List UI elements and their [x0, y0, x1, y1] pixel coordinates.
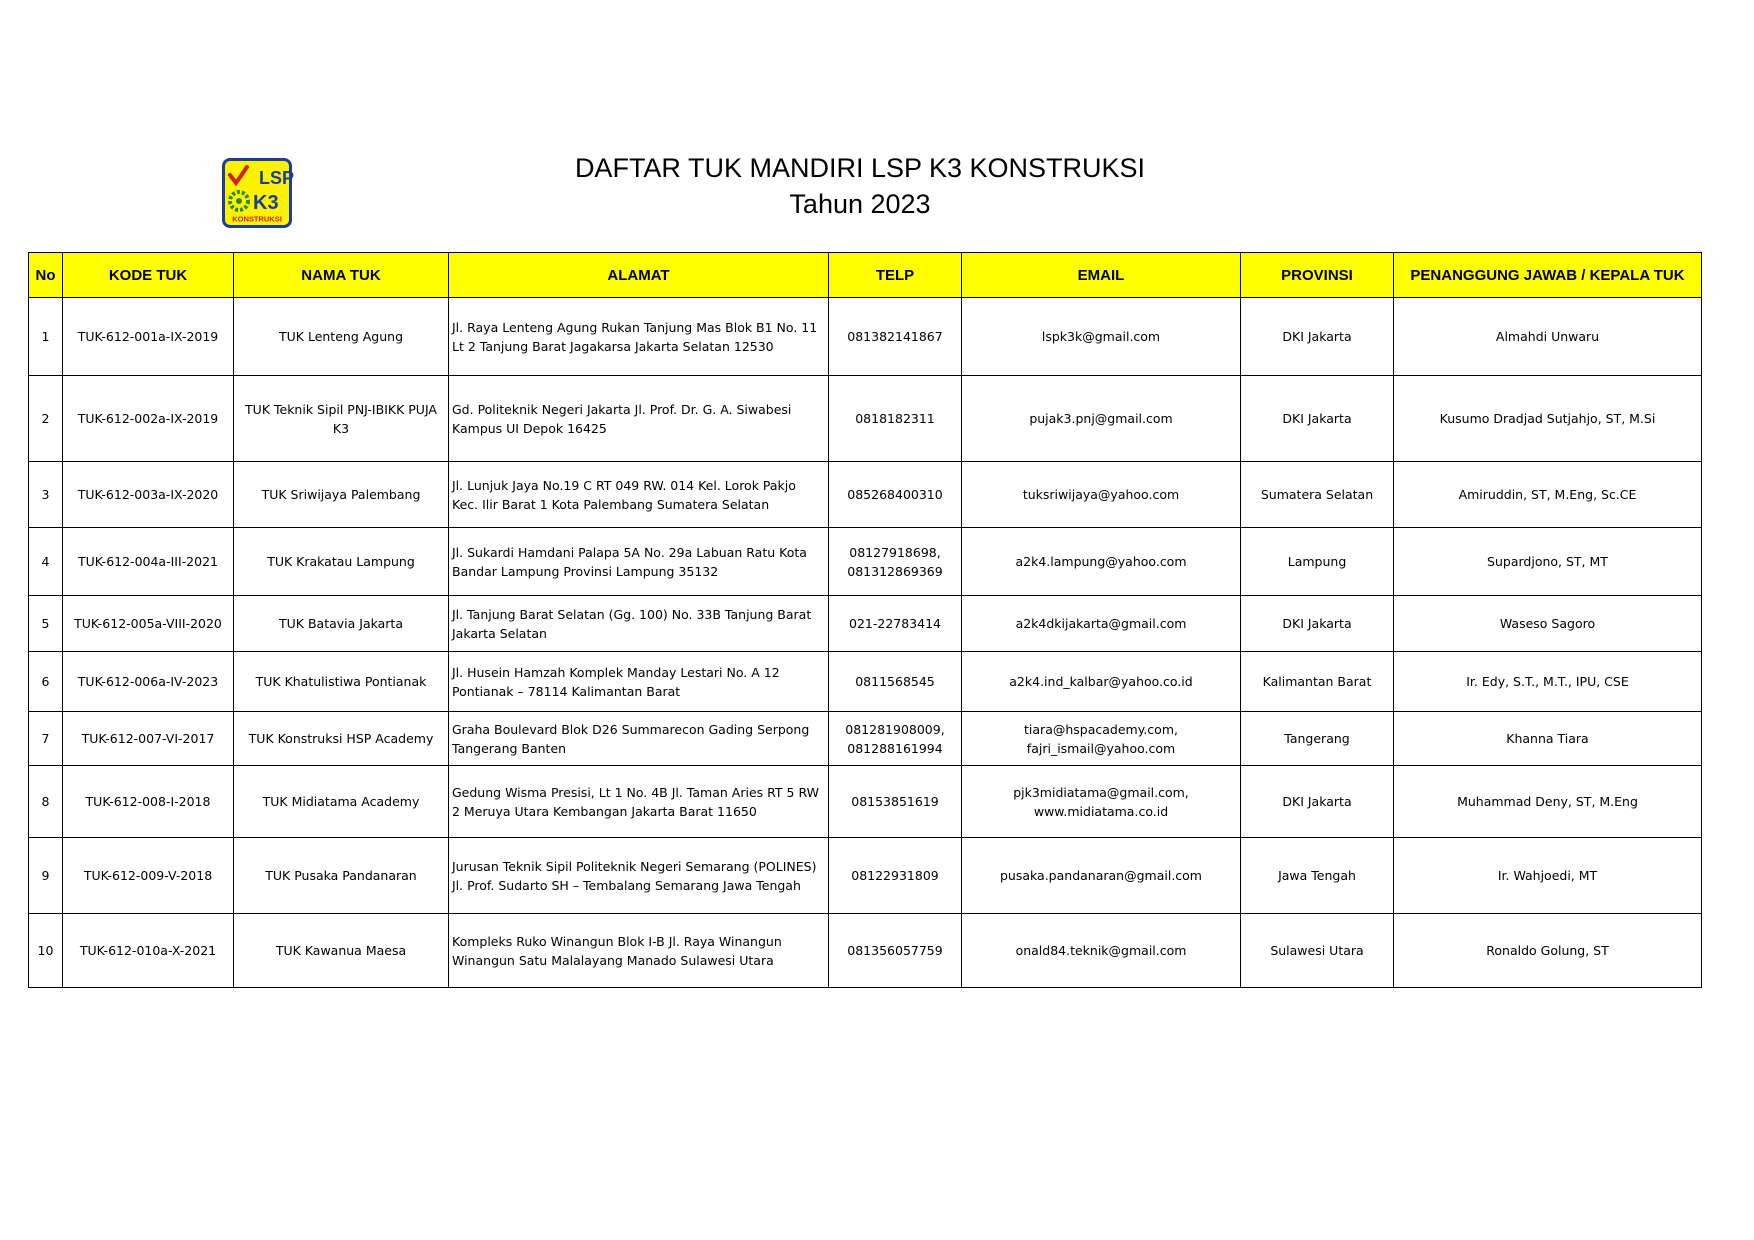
cell-provinsi: Tangerang: [1241, 712, 1394, 766]
cell-telp: 081382141867: [829, 298, 962, 376]
cell-nama: TUK Teknik Sipil PNJ-IBIKK PUJA K3: [234, 376, 449, 462]
cell-nama: TUK Pusaka Pandanaran: [234, 838, 449, 914]
cell-alamat: Jl. Husein Hamzah Komplek Manday Lestari No. A 12 Pontianak – 78114 Kalimantan Barat: [449, 652, 829, 712]
column-header-kode: KODE TUK: [63, 253, 234, 298]
cell-nama: TUK Batavia Jakarta: [234, 596, 449, 652]
table-row: [29, 376, 1702, 462]
cell-no: 2: [29, 376, 63, 462]
column-header-nama: NAMA TUK: [234, 253, 449, 298]
cell-alamat: Gd. Politeknik Negeri Jakarta Jl. Prof. Dr. G. A. Siwabesi Kampus UI Depok 16425: [449, 376, 829, 462]
cell-pj: Almahdi Unwaru: [1394, 298, 1702, 376]
table-row: [29, 462, 1702, 528]
cell-kode: TUK-612-007-VI-2017: [63, 712, 234, 766]
table-row: [29, 766, 1702, 838]
cell-provinsi: DKI Jakarta: [1241, 766, 1394, 838]
table-row: [29, 596, 1702, 652]
cell-pj: Ir. Edy, S.T., M.T., IPU, CSE: [1394, 652, 1702, 712]
cell-nama: TUK Kawanua Maesa: [234, 914, 449, 988]
column-header-telp: TELP: [829, 253, 962, 298]
cell-no: 4: [29, 528, 63, 596]
title-block: [460, 150, 1260, 222]
column-header-pj: PENANGGUNG JAWAB / KEPALA TUK: [1394, 253, 1702, 298]
cell-provinsi: Sulawesi Utara: [1241, 914, 1394, 988]
cell-kode: TUK-612-002a-IX-2019: [63, 376, 234, 462]
cell-kode: TUK-612-004a-III-2021: [63, 528, 234, 596]
tuk-table: [28, 252, 1702, 988]
cell-nama: TUK Midiatama Academy: [234, 766, 449, 838]
cell-no: 6: [29, 652, 63, 712]
cell-alamat: Kompleks Ruko Winangun Blok I-B Jl. Raya Winangun Winangun Satu Malalayang Manado Sulawesi Utara: [449, 914, 829, 988]
cell-pj: Kusumo Dradjad Sutjahjo, ST, M.Si: [1394, 376, 1702, 462]
cell-provinsi: Lampung: [1241, 528, 1394, 596]
table-row: [29, 838, 1702, 914]
cell-no: 1: [29, 298, 63, 376]
cell-pj: Khanna Tiara: [1394, 712, 1702, 766]
column-header-provinsi: PROVINSI: [1241, 253, 1394, 298]
document-title: DAFTAR TUK MANDIRI LSP K3 KONSTRUKSI: [574, 153, 1146, 183]
cell-no: 7: [29, 712, 63, 766]
cell-provinsi: Jawa Tengah: [1241, 838, 1394, 914]
cell-telp: 0818182311: [829, 376, 962, 462]
logo-k3-text: K3: [253, 192, 279, 214]
cell-email: pjk3midiatama@gmail.com, www.midiatama.co.id: [962, 766, 1241, 838]
table-row: [29, 652, 1702, 712]
column-header-alamat: ALAMAT: [449, 253, 829, 298]
table-row: [29, 914, 1702, 988]
cell-nama: TUK Khatulistiwa Pontianak: [234, 652, 449, 712]
cell-kode: TUK-612-006a-IV-2023: [63, 652, 234, 712]
cell-kode: TUK-612-010a-X-2021: [63, 914, 234, 988]
document-subtitle: Tahun 2023: [789, 189, 931, 219]
cell-alamat: Jl. Sukardi Hamdani Palapa 5A No. 29a Labuan Ratu Kota Bandar Lampung Provinsi Lampung 35132: [449, 528, 829, 596]
cell-provinsi: Sumatera Selatan: [1241, 462, 1394, 528]
table-body: [29, 298, 1702, 988]
cell-email: tuksriwijaya@yahoo.com: [962, 462, 1241, 528]
cell-kode: TUK-612-005a-VIII-2020: [63, 596, 234, 652]
cell-nama: TUK Lenteng Agung: [234, 298, 449, 376]
cell-telp: 08127918698, 081312869369: [829, 528, 962, 596]
cell-no: 3: [29, 462, 63, 528]
cell-kode: TUK-612-008-I-2018: [63, 766, 234, 838]
cell-nama: TUK Konstruksi HSP Academy: [234, 712, 449, 766]
cell-email: a2k4dkijakarta@gmail.com: [962, 596, 1241, 652]
cell-alamat: Jurusan Teknik Sipil Politeknik Negeri Semarang (POLINES) Jl. Prof. Sudarto SH – Tembalang Semarang Jawa Tengah: [449, 838, 829, 914]
cell-pj: Amiruddin, ST, M.Eng, Sc.CE: [1394, 462, 1702, 528]
cell-pj: Muhammad Deny, ST, M.Eng: [1394, 766, 1702, 838]
cell-email: lspk3k@gmail.com: [962, 298, 1241, 376]
cell-kode: TUK-612-003a-IX-2020: [63, 462, 234, 528]
cell-telp: 081356057759: [829, 914, 962, 988]
cell-pj: Ronaldo Golung, ST: [1394, 914, 1702, 988]
cell-nama: TUK Sriwijaya Palembang: [234, 462, 449, 528]
column-header-no: No: [29, 253, 63, 298]
cell-pj: Supardjono, ST, MT: [1394, 528, 1702, 596]
cell-email: a2k4.lampung@yahoo.com: [962, 528, 1241, 596]
cell-nama: TUK Krakatau Lampung: [234, 528, 449, 596]
cell-provinsi: Kalimantan Barat: [1241, 652, 1394, 712]
cell-provinsi: DKI Jakarta: [1241, 376, 1394, 462]
cell-no: 9: [29, 838, 63, 914]
cell-alamat: Jl. Lunjuk Jaya No.19 C RT 049 RW. 014 Kel. Lorok Pakjo Kec. Ilir Barat 1 Kota Palembang Sumatera Selatan: [449, 462, 829, 528]
cell-email: onald84.teknik@gmail.com: [962, 914, 1241, 988]
cell-email: a2k4.ind_kalbar@yahoo.co.id: [962, 652, 1241, 712]
cell-email: tiara@hspacademy.com, fajri_ismail@yahoo.com: [962, 712, 1241, 766]
cell-alamat: Jl. Tanjung Barat Selatan (Gg. 100) No. 33B Tanjung Barat Jakarta Selatan: [449, 596, 829, 652]
cell-telp: 081281908009, 081288161994: [829, 712, 962, 766]
cell-telp: 08122931809: [829, 838, 962, 914]
cell-email: pusaka.pandanaran@gmail.com: [962, 838, 1241, 914]
cell-telp: 021-22783414: [829, 596, 962, 652]
cell-email: pujak3.pnj@gmail.com: [962, 376, 1241, 462]
table-row: [29, 528, 1702, 596]
cell-no: 8: [29, 766, 63, 838]
cell-no: 10: [29, 914, 63, 988]
logo-konstruksi-text: KONSTRUKSI: [232, 214, 282, 224]
cell-provinsi: DKI Jakarta: [1241, 298, 1394, 376]
column-header-email: EMAIL: [962, 253, 1241, 298]
table-row: [29, 298, 1702, 376]
cell-telp: 08153851619: [829, 766, 962, 838]
cell-no: 5: [29, 596, 63, 652]
cell-alamat: Gedung Wisma Presisi, Lt 1 No. 4B Jl. Taman Aries RT 5 RW 2 Meruya Utara Kembangan Jakarta Barat 11650: [449, 766, 829, 838]
cell-kode: TUK-612-009-V-2018: [63, 838, 234, 914]
cell-telp: 085268400310: [829, 462, 962, 528]
cell-alamat: Jl. Raya Lenteng Agung Rukan Tanjung Mas Blok B1 No. 11 Lt 2 Tanjung Barat Jagakarsa Jakarta Selatan 12530: [449, 298, 829, 376]
cell-provinsi: DKI Jakarta: [1241, 596, 1394, 652]
cell-telp: 0811568545: [829, 652, 962, 712]
lsp-k3-logo: [222, 158, 295, 228]
table-header-row: [29, 253, 1702, 298]
cell-kode: TUK-612-001a-IX-2019: [63, 298, 234, 376]
logo-lsp-text: LSP: [259, 168, 295, 188]
cell-alamat: Graha Boulevard Blok D26 Summarecon Gading Serpong Tangerang Banten: [449, 712, 829, 766]
table-row: [29, 712, 1702, 766]
cell-pj: Waseso Sagoro: [1394, 596, 1702, 652]
cell-pj: Ir. Wahjoedi, MT: [1394, 838, 1702, 914]
